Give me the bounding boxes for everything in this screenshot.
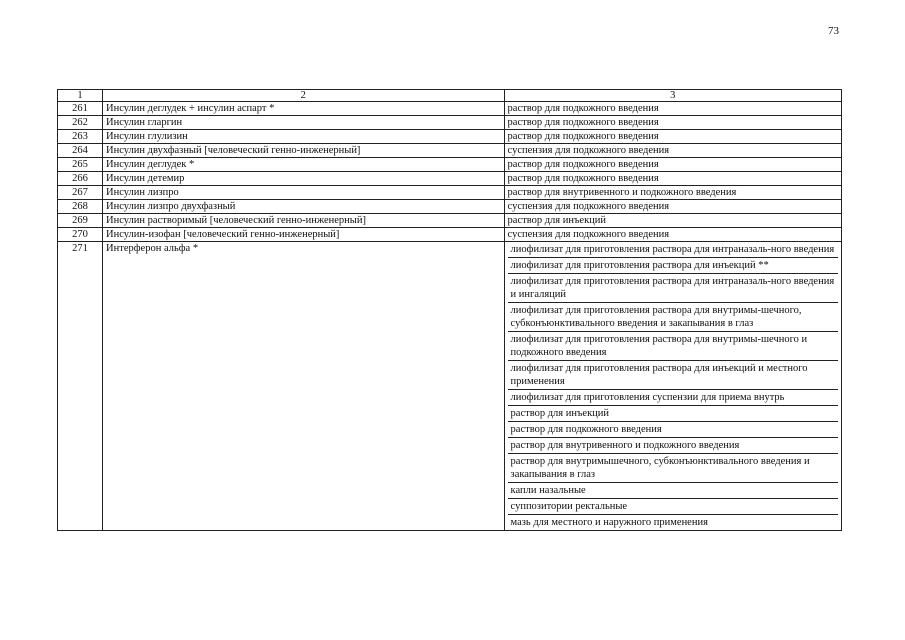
dosage-form: суппозитории ректальные	[508, 499, 838, 515]
dosage-forms-list	[508, 242, 838, 530]
row-number: 262	[58, 116, 103, 130]
medicine-name: Инсулин деглудек + инсулин аспарт *	[103, 102, 505, 116]
dosage-form: капли назальные	[508, 483, 838, 499]
table-row	[58, 102, 842, 116]
dosage-form: суспензия для подкожного введения	[504, 144, 841, 158]
medicine-name: Инсулин гларгин	[103, 116, 505, 130]
dosage-form: раствор для инъекций	[504, 214, 841, 228]
medicine-name: Инсулин растворимый [человеческий генно-инженерный]	[103, 214, 505, 228]
row-number: 268	[58, 200, 103, 214]
dosage-form: лиофилизат для приготовления раствора для интраназаль-ного введения	[508, 242, 838, 258]
table-header-row	[58, 90, 842, 102]
dosage-form: раствор для подкожного введения	[504, 102, 841, 116]
dosage-form: суспензия для подкожного введения	[504, 200, 841, 214]
dosage-form: лиофилизат для приготовления раствора для инъекций **	[508, 258, 838, 274]
dosage-form: раствор для подкожного введения	[504, 172, 841, 186]
table-row	[58, 172, 842, 186]
row-number: 265	[58, 158, 103, 172]
dosage-form: лиофилизат для приготовления суспензии для приема внутрь	[508, 390, 838, 406]
table-row	[58, 130, 842, 144]
table-row	[58, 144, 842, 158]
medicines-table	[57, 89, 842, 531]
header-col-1: 1	[58, 90, 103, 102]
table-row	[58, 228, 842, 242]
row-number: 264	[58, 144, 103, 158]
header-col-2: 2	[103, 90, 505, 102]
dosage-form: лиофилизат для приготовления раствора для интраназаль-ного введения и ингаляций	[508, 274, 838, 303]
dosage-form: суспензия для подкожного введения	[504, 228, 841, 242]
medicine-name: Инсулин деглудек *	[103, 158, 505, 172]
row-number: 267	[58, 186, 103, 200]
row-number: 266	[58, 172, 103, 186]
row-number: 269	[58, 214, 103, 228]
dosage-form: лиофилизат для приготовления раствора для внутримы-шечного, субконъюнктивального введения и закапывания в глаз	[508, 303, 838, 332]
medicine-name: Инсулин глулизин	[103, 130, 505, 144]
dosage-forms-cell	[504, 242, 841, 531]
dosage-form: раствор для подкожного введения	[508, 422, 838, 438]
dosage-form: мазь для местного и наружного применения	[510, 517, 708, 528]
medicine-name: Инсулин лизпро	[103, 186, 505, 200]
table-row	[58, 158, 842, 172]
table-row	[58, 116, 842, 130]
table-row	[58, 214, 842, 228]
header-col-3: 3	[504, 90, 841, 102]
dosage-form: раствор для подкожного введения	[504, 130, 841, 144]
dosage-form: раствор для внутривенного и подкожного введения	[508, 438, 838, 454]
dosage-form: раствор для инъекций	[508, 406, 838, 422]
dosage-form: раствор для внутримышечного, субконъюнктивального введения и закапывания в глаз	[508, 454, 838, 483]
page-number: 73	[828, 25, 839, 37]
medicine-name: Инсулин лизпро двухфазный	[103, 200, 505, 214]
medicine-name: Инсулин двухфазный [человеческий генно-инженерный]	[103, 144, 505, 158]
table-body	[58, 102, 842, 242]
dosage-form: лиофилизат для приготовления раствора для инъекций и местного применения	[508, 361, 838, 390]
row-number: 261	[58, 102, 103, 116]
dosage-form: лиофилизат для приготовления раствора для внутримы-шечного и подкожного введения	[508, 332, 838, 361]
table-row	[58, 242, 842, 531]
table-row	[58, 186, 842, 200]
dosage-form: раствор для подкожного введения	[504, 158, 841, 172]
dosage-form: раствор для внутривенного и подкожного введения	[504, 186, 841, 200]
row-number: 271	[58, 242, 103, 531]
medicine-name: Интерферон альфа *	[103, 242, 505, 531]
table-row	[58, 200, 842, 214]
dosage-form: раствор для подкожного введения	[504, 116, 841, 130]
medicine-name: Инсулин-изофан [человеческий генно-инженерный]	[103, 228, 505, 242]
row-number: 263	[58, 130, 103, 144]
medicine-name: Инсулин детемир	[103, 172, 505, 186]
row-number: 270	[58, 228, 103, 242]
